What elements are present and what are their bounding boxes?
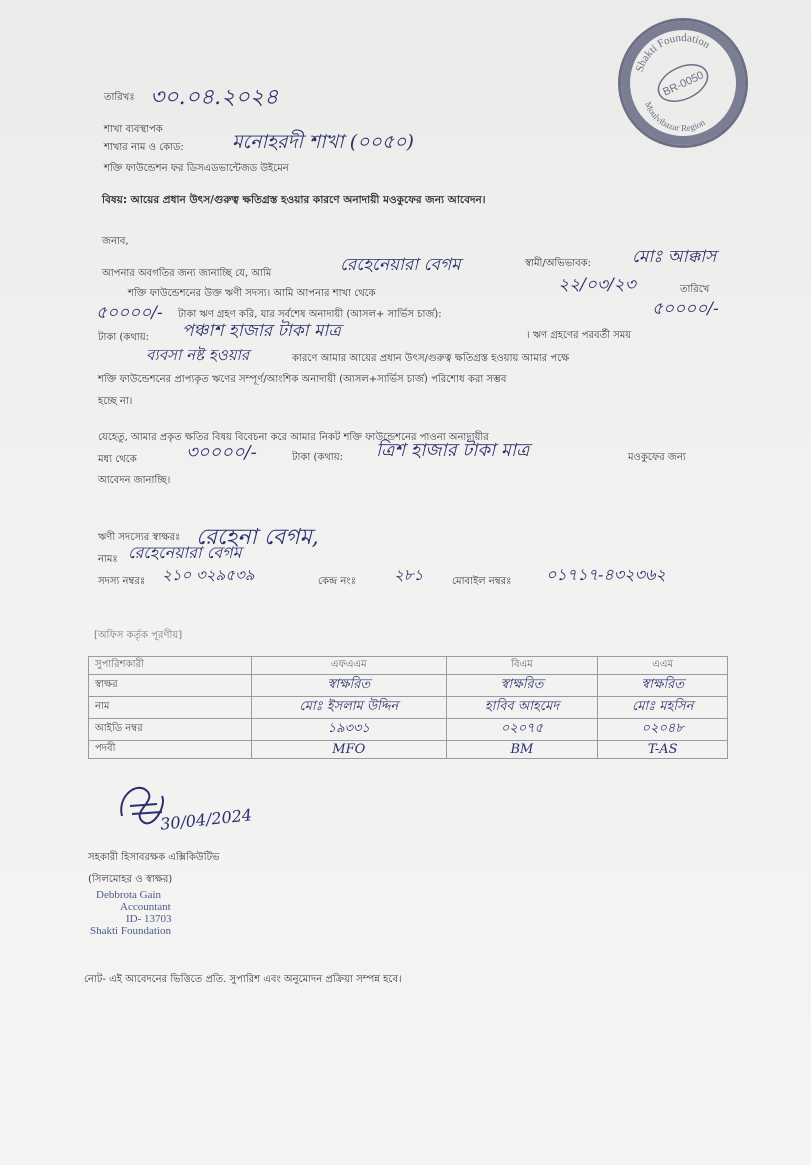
- header-bm: বিএম: [446, 657, 598, 675]
- mobile-number-label: মোবাইল নম্বরঃ: [452, 576, 512, 587]
- reason-hand: ব্যবসা নষ্ট হওয়ার: [146, 346, 250, 364]
- waive-words-hand: ত্রিশ হাজার টাকা মাত্র: [376, 440, 530, 461]
- id-am: ০২০৪৮: [598, 719, 728, 741]
- waive-amount-hand: ৩০০০০/-: [186, 442, 257, 463]
- accountant-title: সহকারী হিসাবরক্ষক এক্সিকিউটিভ: [88, 852, 220, 863]
- signature-bm: স্বাক্ষরিত: [446, 675, 598, 697]
- samity-number-label: কেন্দ্র নংঃ: [318, 576, 356, 587]
- body-line-2: শক্তি ফাউন্ডেশনের উক্ত ঋণী সদস্য। আমি আপনার শাখা থেকে: [128, 288, 376, 299]
- accountant-sign-date: 30/04/2024: [159, 805, 253, 834]
- accountant-subtitle: (সিলমোহর ও স্বাক্ষর): [88, 874, 173, 885]
- seal-center-code: BR-0050: [661, 69, 706, 99]
- member-number-label: সদস্য নম্বরঃ: [98, 576, 146, 587]
- name-bm: হাবিব আহমেদ: [446, 697, 598, 719]
- body-p2-line-3: আবেদন জানাচ্ছি।: [98, 475, 171, 486]
- body-line-6: শক্তি ফাউন্ডেশনের প্রাপ্যকৃত ঋণের সম্পূর্ণ/আংশিক অনাদায়ী (আসল+সার্ভিস চার্জ) পরিশোধ করা সম্ভব: [98, 374, 507, 385]
- designation-am: T-AS: [598, 741, 728, 759]
- table-row: [89, 697, 728, 719]
- date-label: তারিখঃ: [104, 92, 135, 103]
- approval-table-header: [89, 657, 728, 675]
- table-row: [89, 675, 728, 697]
- signature-fam: স্বাক্ষরিত: [252, 675, 447, 697]
- disbursement-date-hand: ২২/০৩/২৩: [558, 275, 636, 295]
- to-line-2: শাখার নাম ও কোড:: [104, 142, 184, 153]
- row-label-signature: স্বাক্ষর: [89, 675, 252, 697]
- borrower-name-label: নামঃ: [98, 554, 118, 565]
- body-p2-end: মওকুফের জন্য: [628, 452, 686, 463]
- taka-words-hand: পঞ্চাশ হাজার টাকা মাত্র: [182, 321, 341, 341]
- body-line-2-end: তারিখে: [680, 284, 710, 295]
- seal-graphic: [621, 21, 745, 145]
- subject-line: বিষয়: আয়ের প্রধান উৎস/গুরুত্ব ক্ষতিগ্রস্ত হওয়ার কারণে অনাদায়ী মওকুফের জন্য আবেদন।: [102, 194, 486, 206]
- organization-line: শক্তি ফাউন্ডেশন ফর ডিসএডভান্টেজড উইমেন: [104, 163, 289, 174]
- id-bm: ০২০৭৫: [446, 719, 598, 741]
- table-row: [89, 741, 728, 759]
- to-line-1: শাখা ব্যবস্থাপক: [104, 124, 163, 135]
- overdue-amount-hand: ৫০০০০/-: [652, 299, 719, 319]
- loan-amount-hand: ৫০০০০/-: [96, 303, 163, 323]
- body-line-7: হচ্ছে না।: [98, 396, 133, 407]
- husband-label: স্বামী/অভিভাবক:: [525, 258, 592, 269]
- accountant-stamp-org: Shakti Foundation: [90, 925, 171, 937]
- body-line-3: টাকা ঋণ গ্রহণ করি, যার সর্বশেষ অনাদায়ী (আসল+ সার্ভিস চার্জ):: [178, 309, 442, 320]
- accountant-stamp-role: Accountant: [120, 901, 171, 913]
- salutation: জনাব,: [102, 236, 129, 247]
- member-number-value: ২১০ ৩২৯৫৩৯: [162, 566, 255, 584]
- samity-number-value: ২৮১: [394, 566, 424, 584]
- accountant-stamp-id: ID- 13703: [126, 913, 172, 925]
- row-label-id: আইডি নম্বর: [89, 719, 252, 741]
- row-label-name: নাম: [89, 697, 252, 719]
- seal-ring-text: Shakti Foundation: [633, 31, 712, 74]
- body-p2-line-1: যেহেতু, আমার প্রকৃত ক্ষতির বিষয় বিবেচনা করে আমার নিকট শক্তি ফাউন্ডেশনের পাওনা অনাদায়ীর: [98, 432, 489, 443]
- name-fam: মোঃ ইসলাম উদ্দিন: [252, 697, 447, 719]
- designation-bm: BM: [446, 741, 598, 759]
- id-fam: ১৯৩৩১: [252, 719, 447, 741]
- svg-text:Moulvibazar Region: [643, 100, 707, 133]
- header-am: এএম: [598, 657, 728, 675]
- office-use-label: [অফিস কর্তৃক পূরণীয়]: [94, 630, 183, 641]
- row-label-designation: পদবী: [89, 741, 252, 759]
- header-fam: এফএএম: [252, 657, 447, 675]
- borrower-sign-label: ঋণী সদস্যের স্বাক্ষরঃ: [98, 532, 181, 543]
- taka-words-label: টাকা (কথায়:: [98, 332, 149, 343]
- body-line-4-end: । ঋণ গ্রহণের পরবর্তী সময়: [526, 330, 632, 341]
- approval-table: [88, 656, 728, 759]
- borrower-name-hand: রেহেনেয়ারা বেগম: [340, 255, 461, 275]
- footer-note: নোট- এই আবেদনের ভিত্তিতে প্রতি. সুপারিশ এবং অনুমোদন প্রক্রিয়া সম্পন্ন হবে।: [84, 974, 402, 985]
- borrower-name-value: রেহেনেয়ারা বেগম: [128, 543, 242, 562]
- organization-seal: [618, 18, 748, 148]
- seal-bottom-text: Moulvibazar Region: [642, 100, 707, 134]
- accountant-stamp-name: Debbrota Gain: [96, 889, 162, 901]
- body-p2-from: মধ্য থেকে: [98, 454, 137, 465]
- husband-name-hand: মোঃ আক্কাস: [632, 247, 717, 267]
- borrower-signature-hand: রেহেনা বেগম,: [196, 525, 319, 550]
- designation-fam: MFO: [252, 741, 447, 759]
- name-am: মোঃ মহসিন: [598, 697, 728, 719]
- body-p2-taka: টাকা (কথায়:: [292, 452, 343, 463]
- table-row: [89, 719, 728, 741]
- svg-text:Shakti Foundation: [634, 32, 713, 74]
- branch-name-hand: মনোহরদী শাখা (০০৫০): [232, 131, 414, 153]
- date-value: ৩০.০৪.২০২৪: [150, 85, 279, 110]
- mobile-number-value: ০১৭১৭-৪৩২৩৬২: [546, 565, 666, 584]
- header-recommender: সুপারিশকারী: [89, 657, 252, 675]
- body-p1-text: আপনার অবগতির জন্য জানাচ্ছি যে, আমি: [102, 268, 272, 279]
- body-line-5: কারণে আমার আয়ের প্রধান উৎস/গুরুত্ব ক্ষতিগ্রস্ত হওয়ায় আমার পক্ষে: [292, 353, 570, 364]
- signature-am: স্বাক্ষরিত: [598, 675, 728, 697]
